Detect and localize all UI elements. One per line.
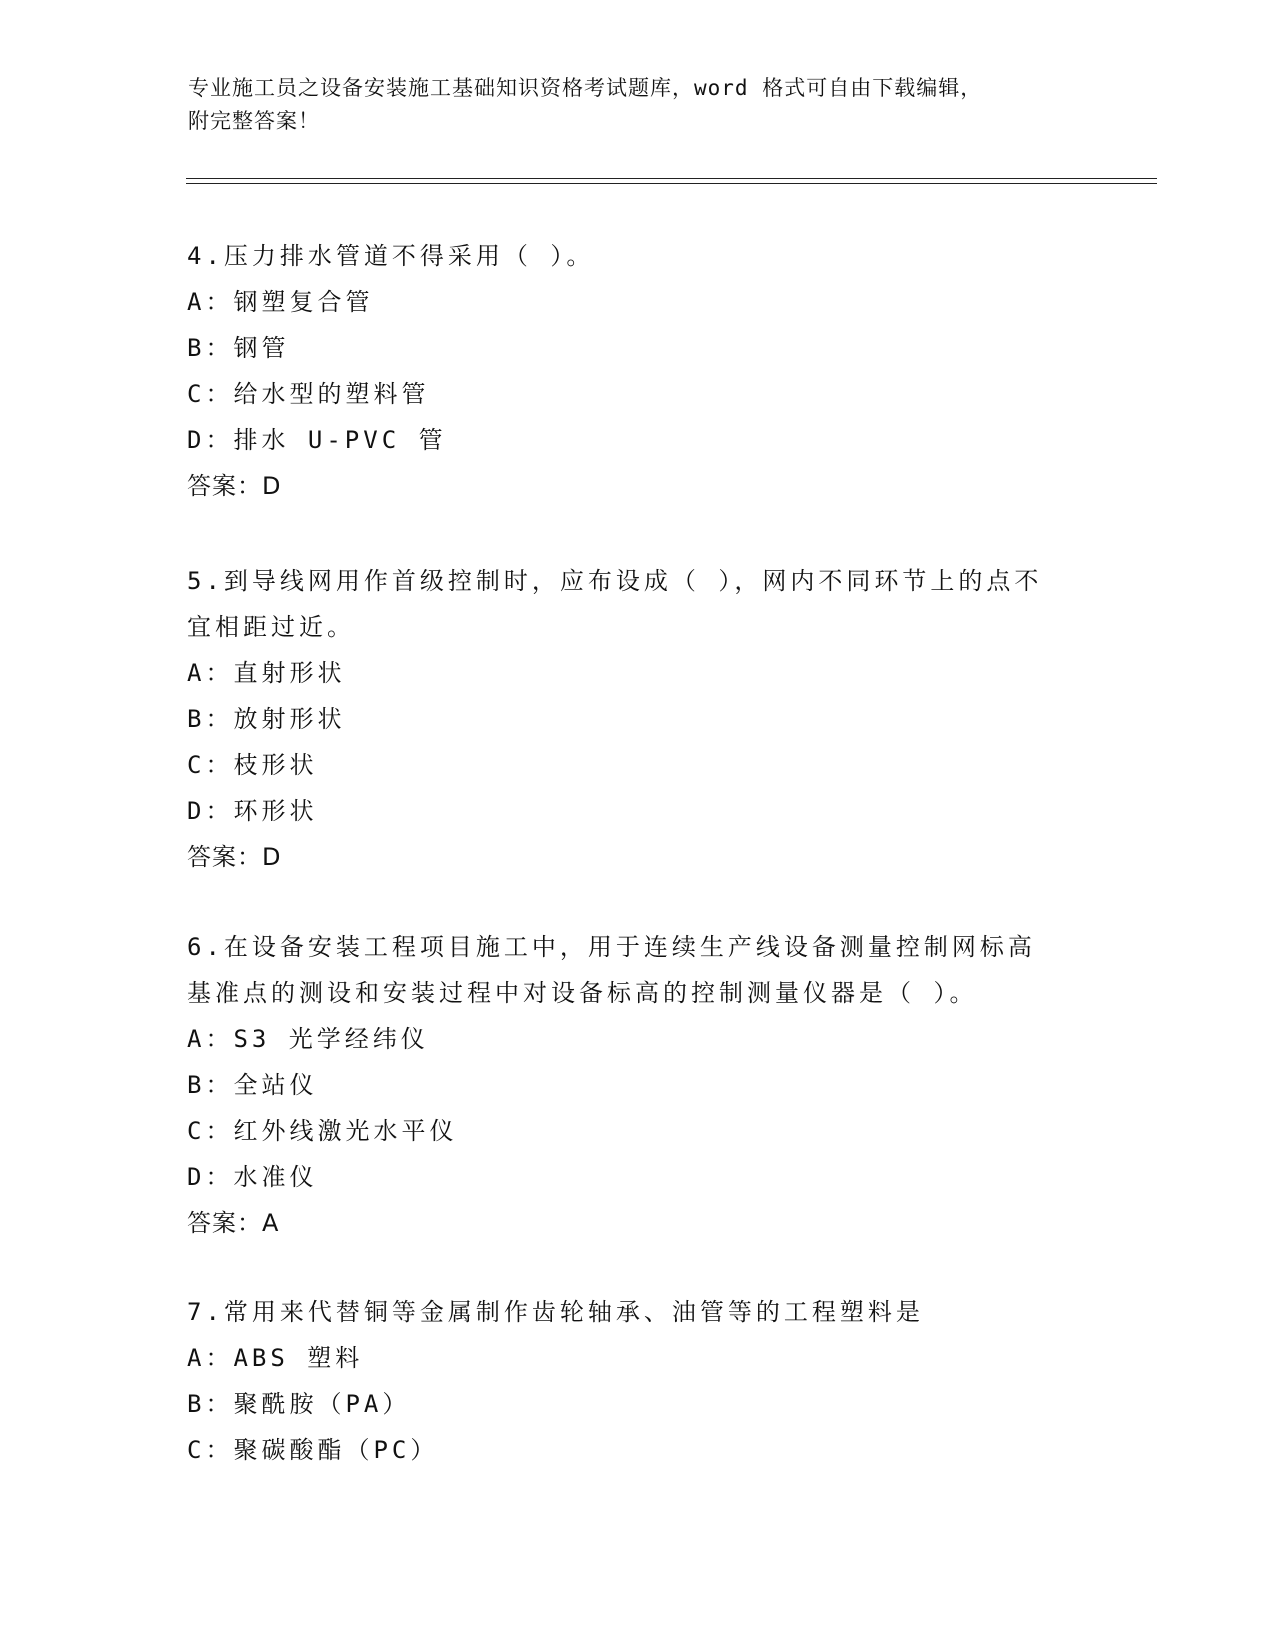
- header-divider-bottom: [186, 183, 1157, 184]
- question-stem: 7.常用来代替铜等金属制作齿轮轴承、油管等的工程塑料是: [187, 1298, 924, 1326]
- option-b: B：钢管: [187, 334, 290, 362]
- option-c: C：枝形状: [187, 751, 318, 779]
- document-header: [188, 72, 1088, 138]
- option-a: A：直射形状: [187, 659, 346, 687]
- option-a: A：S3 光学经纬仪: [187, 1025, 429, 1053]
- option-c: C：给水型的塑料管: [187, 380, 430, 408]
- option-a: A：ABS 塑料: [187, 1344, 364, 1372]
- option-a: A：钢塑复合管: [187, 288, 374, 316]
- option-b: B：全站仪: [187, 1071, 318, 1099]
- question-stem: 4.压力排水管道不得采用（ ）。: [187, 242, 595, 270]
- option-c: C：聚碳酸酯（PC）: [187, 1436, 439, 1464]
- option-d: D：排水 U-PVC 管: [187, 426, 447, 454]
- question-stem: 5.到导线网用作首级控制时，应布设成（ ），网内不同环节上的点不: [187, 567, 1043, 595]
- question-6: [187, 924, 1087, 1246]
- question-7: [187, 1289, 1087, 1473]
- answer: 答案：D: [187, 472, 282, 500]
- question-stem: 6.在设备安装工程项目施工中，用于连续生产线设备测量控制网标高: [187, 933, 1036, 961]
- option-d: D：水准仪: [187, 1163, 318, 1191]
- question-stem-continued: 基准点的测设和安装过程中对设备标高的控制测量仪器是（ ）。: [187, 979, 978, 1007]
- answer: 答案：A: [187, 1209, 280, 1237]
- option-c: C：红外线激光水平仪: [187, 1117, 458, 1145]
- question-stem-continued: 宜相距过近。: [187, 613, 355, 641]
- header-line-1: 专业施工员之设备安装施工基础知识资格考试题库，word 格式可自由下载编辑，: [188, 76, 983, 100]
- header-divider-top: [186, 178, 1157, 179]
- option-b: B：放射形状: [187, 705, 346, 733]
- option-d: D：环形状: [187, 797, 318, 825]
- question-5: [187, 558, 1087, 880]
- header-line-2: 附完整答案！: [188, 109, 320, 133]
- answer: 答案：D: [187, 843, 282, 871]
- question-4: [187, 233, 1087, 509]
- option-b: B：聚酰胺（PA）: [187, 1390, 411, 1418]
